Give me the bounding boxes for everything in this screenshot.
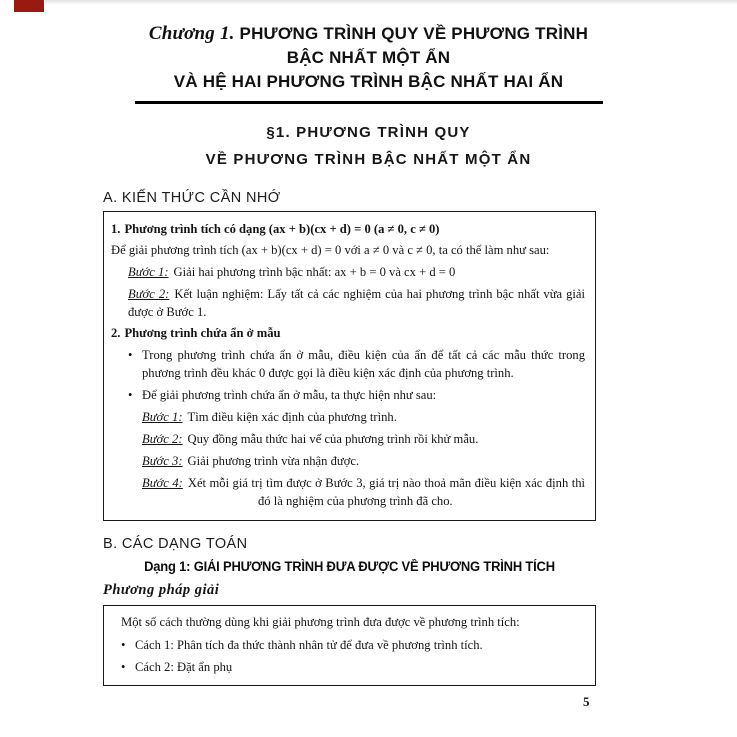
step-row bbox=[128, 285, 585, 321]
chapter-title-line1 bbox=[115, 22, 622, 46]
step-row bbox=[142, 474, 585, 510]
step-text: Xét mỗi giá trị tìm được ở Bước 3, giá trị nào thoả mãn điều kiện xác định thì đó là nghiệm của phương trình đã cho. bbox=[187, 476, 586, 508]
step-label: Bước 2: bbox=[128, 287, 170, 301]
section-title-line1: §1. PHƯƠNG TRÌNH QUY bbox=[266, 124, 471, 141]
step-text: Kết luận nghiệm: Lấy tất cả các nghiệm của hai phương trình bậc nhất vừa giải được ở Bước 1. bbox=[128, 287, 585, 319]
heading-problem-types: B. CÁC DẠNG TOÁN bbox=[103, 536, 248, 552]
bullet-text: Để giải phương trình chứa ẩn ở mẫu, ta thực hiện như sau: bbox=[142, 388, 437, 402]
method-label: Phương pháp giải bbox=[103, 582, 220, 598]
step-row bbox=[142, 408, 585, 426]
chapter-title-underline bbox=[135, 101, 603, 104]
bullet-item bbox=[121, 658, 585, 676]
step-text: Quy đồng mẫu thức hai vế của phương trình rồi khử mẫu. bbox=[187, 432, 479, 446]
step-label: Bước 1: bbox=[128, 265, 169, 279]
bullet-text: Trong phương trình chứa ẩn ở mẫu, điều kiện của ẩn để tất cả các mẫu thức trong phương trình đều khác 0 được gọi là điều kiện xác định của phương trình. bbox=[142, 348, 585, 380]
bullet-item bbox=[128, 346, 585, 382]
step-row bbox=[142, 430, 585, 448]
step-label: Bước 2: bbox=[142, 432, 183, 446]
item-number: 1. bbox=[111, 222, 121, 236]
bullet-icon: • bbox=[128, 388, 133, 402]
bullet-icon: • bbox=[121, 660, 126, 674]
knowledge-item-1-title bbox=[111, 220, 585, 238]
method-intro: Một số cách thường dùng khi giải phương trình đưa được về phương trình tích: bbox=[121, 615, 520, 629]
step-label: Bước 1: bbox=[142, 410, 183, 424]
scan-edge-shadow bbox=[45, 0, 737, 5]
bullet-text: Cách 1: Phân tích đa thức thành nhân tử để đưa về phương trình tích. bbox=[135, 638, 483, 652]
bullet-icon: • bbox=[128, 348, 133, 362]
item-title-text: Phương trình chứa ẩn ở mẫu bbox=[124, 326, 281, 340]
heading-knowledge: A. KIẾN THỨC CẦN NHỚ bbox=[103, 190, 281, 206]
step-text: Giải phương trình vừa nhận được. bbox=[187, 454, 360, 468]
bullet-item bbox=[121, 636, 585, 654]
step-row bbox=[128, 263, 585, 281]
step-label: Bước 3: bbox=[142, 454, 183, 468]
page-number: 5 bbox=[583, 694, 590, 709]
chapter-number-label: Chương 1. bbox=[148, 23, 235, 44]
section-title-line2: VỀ PHƯƠNG TRÌNH BẬC NHẤT MỘT ẨN bbox=[205, 151, 532, 168]
corner-red-mark bbox=[14, 0, 44, 12]
step-row bbox=[142, 452, 585, 470]
step-text: Giải hai phương trình bậc nhất: ax + b = 0 và cx + d = 0 bbox=[173, 265, 456, 279]
knowledge-item-2-title bbox=[111, 324, 585, 342]
chapter-title-line3: VÀ HỆ HAI PHƯƠNG TRÌNH BẬC NHẤT HAI ẨN bbox=[173, 72, 564, 91]
knowledge-item-1-intro: Để giải phương trình tích (ax + b)(cx + d) = 0 với a ≠ 0 và c ≠ 0, ta có thể làm như sau: bbox=[111, 243, 550, 257]
method-box bbox=[103, 605, 596, 686]
step-label: Bước 4: bbox=[142, 476, 183, 490]
bullet-icon: • bbox=[121, 638, 126, 652]
chapter-title-rest: PHƯƠNG TRÌNH QUY VỀ PHƯƠNG TRÌNH bbox=[234, 24, 589, 43]
item-number: 2. bbox=[111, 326, 121, 340]
bullet-text: Cách 2: Đặt ẩn phụ bbox=[135, 660, 233, 674]
type-1-title: Dạng 1: GIẢI PHƯƠNG TRÌNH ĐƯA ĐƯỢC VỀ PHƯƠNG TRÌNH TÍCH bbox=[144, 559, 555, 574]
chapter-title bbox=[115, 22, 622, 104]
step-text: Tìm điều kiện xác định của phương trình. bbox=[187, 410, 397, 424]
bullet-item bbox=[128, 386, 585, 404]
chapter-title-line2: BẬC NHẤT MỘT ẨN bbox=[286, 48, 451, 67]
knowledge-box bbox=[103, 211, 596, 521]
section-title bbox=[0, 119, 737, 173]
item-title-text: Phương trình tích có dạng (ax + b)(cx + d) = 0 (a ≠ 0, c ≠ 0) bbox=[124, 222, 440, 236]
